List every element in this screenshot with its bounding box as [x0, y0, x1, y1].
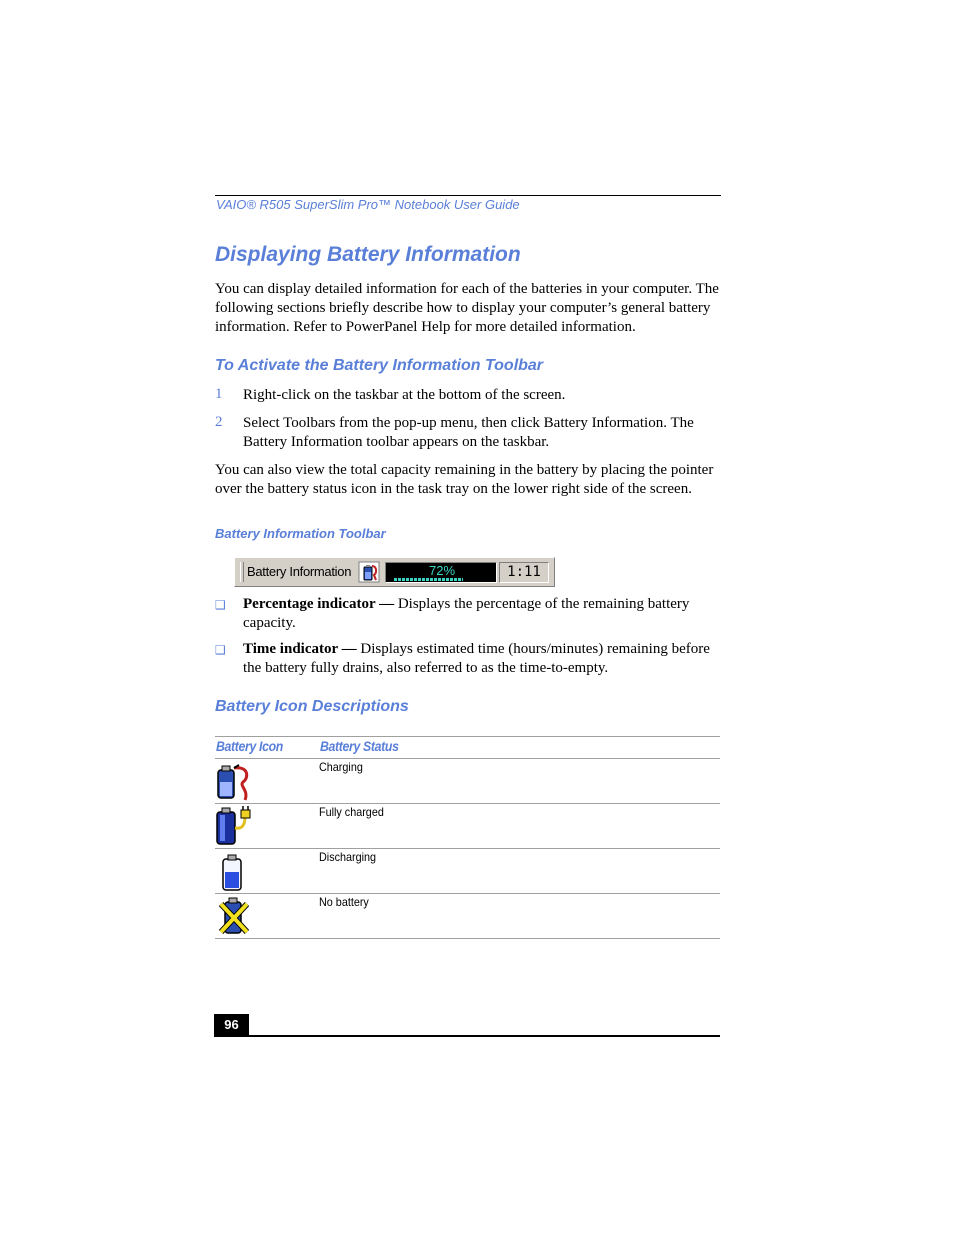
bullet-term: Percentage indicator — [243, 596, 395, 612]
status-text: No battery [319, 895, 369, 909]
table-rule [215, 893, 720, 894]
step-number: 1 [215, 386, 223, 402]
activate-heading: To Activate the Battery Information Toolbar [215, 357, 544, 374]
column-header-status: Battery Status [320, 738, 399, 754]
battery-information-toolbar[interactable] [234, 557, 555, 587]
table-rule [215, 938, 720, 939]
no-battery-icon [215, 896, 255, 936]
toolbar-caption: Battery Information Toolbar [215, 526, 386, 541]
battery-charging-icon [215, 762, 255, 802]
page-number: 96 [214, 1014, 249, 1036]
toolbar-label: Battery Information [247, 564, 352, 579]
bullet-item [243, 595, 720, 633]
header-rule [215, 195, 721, 196]
table-rule [215, 736, 720, 737]
intro-paragraph: You can display detailed information for each of the batteries in your computer. The following sections briefly describe how to display your computer’s general battery information. Refer to PowerPanel Help for more detailed information. [215, 281, 719, 335]
step-text: Select Toolbars from the pop-up menu, then click Battery Information. The Battery Information toolbar appears on the taskbar. [243, 415, 694, 450]
bullet-box-icon: ❑ [215, 598, 226, 612]
table-rule [215, 758, 720, 759]
bullet-desc: Displays the percentage of the remaining battery capacity. [243, 596, 690, 631]
icons-heading: Battery Icon Descriptions [215, 698, 409, 715]
table-rule [215, 803, 720, 804]
column-header-icon: Battery Icon [216, 738, 283, 754]
tooltip-note: You can also view the total capacity remaining in the battery by placing the pointer over the battery status icon in the task tray on the lower right side of the screen. [215, 462, 714, 497]
time-indicator[interactable]: 1:11 [499, 562, 549, 583]
toolbar-grip[interactable] [240, 562, 244, 582]
bullet-term: Time indicator — [243, 641, 357, 657]
percentage-value: 72% [428, 563, 456, 578]
step-text: Right-click on the taskbar at the bottom of the screen. [243, 387, 566, 403]
status-text: Discharging [319, 850, 377, 864]
running-header: VAIO® R505 SuperSlim Pro™ Notebook User Guide [216, 197, 520, 212]
table-rule [215, 848, 720, 849]
battery-charging-icon[interactable] [358, 561, 380, 583]
battery-fully-charged-icon [215, 806, 255, 846]
status-text: Fully charged [319, 805, 384, 819]
percentage-meter [394, 578, 463, 581]
bullet-item [243, 640, 720, 678]
percentage-indicator[interactable] [385, 562, 497, 583]
status-text: Charging [319, 760, 363, 774]
footer-rule [214, 1035, 720, 1037]
bullet-desc: Displays estimated time (hours/minutes) remaining before the battery fully drains, also referred to as the time-to-empty. [243, 641, 710, 676]
battery-discharging-icon [215, 852, 255, 892]
step-number: 2 [215, 414, 223, 430]
bullet-box-icon: ❑ [215, 643, 226, 657]
page-title: Displaying Battery Information [215, 243, 521, 266]
